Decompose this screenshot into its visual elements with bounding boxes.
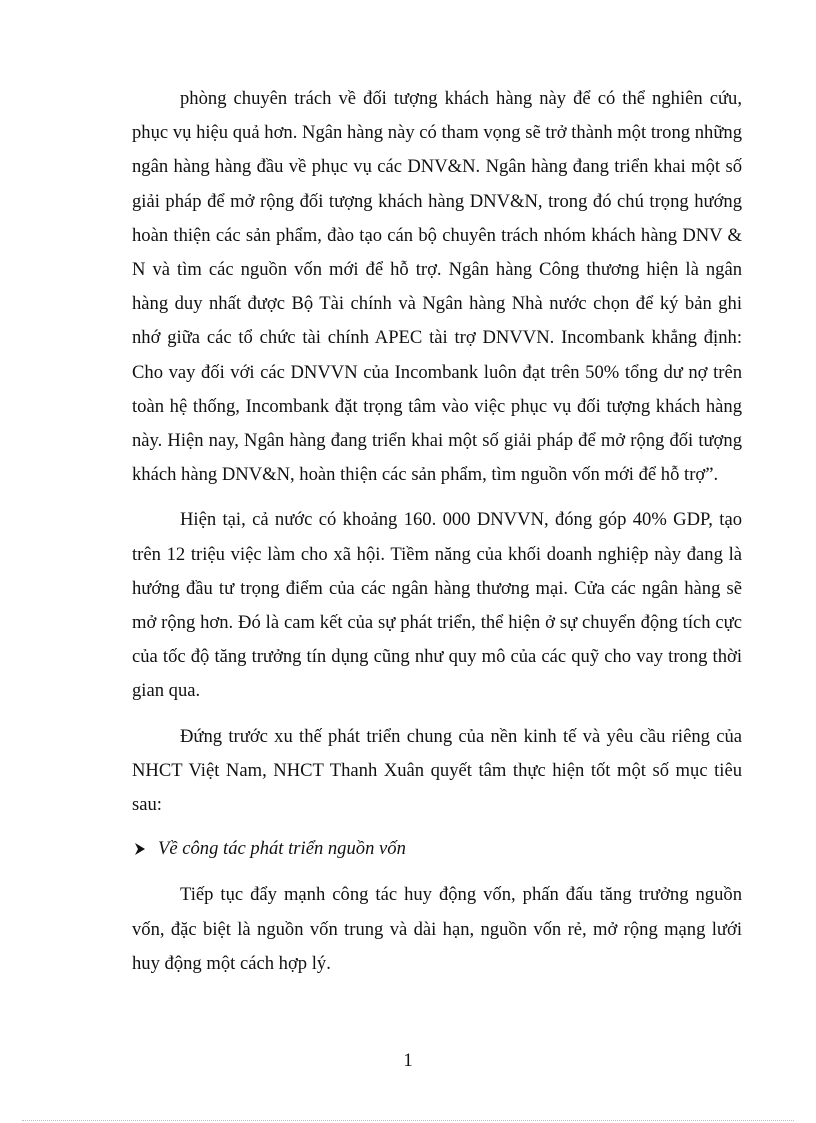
paragraph-incombank: phòng chuyên trách về đối tượng khách hàng này để có thể nghiên cứu, phục vụ hiệu quả hơn. Ngân hàng này có tham vọng sẽ trở thành một trong những ngân hàng hàng đầu về phục vụ các DNV&N. Ngân hàng đang triển khai một số giải pháp để mở rộng đối tượng khách hàng DNV&N, trong đó chú trọng hướng hoàn thiện các sản phẩm, đào tạo cán bộ chuyên trách nhóm khách hàng DNV & N và tìm các nguồn vốn mới để hỗ trợ. Ngân hàng Công thương hiện là ngân hàng duy nhất được Bộ Tài chính và Ngân hàng Nhà nước chọn để ký bản ghi nhớ giữa các tổ chức tài chính APEC tài trợ DNVVN. Incombank khẳng định: Cho vay đối với các DNVVN của Incombank luôn đạt trên 50% tổng dư nợ trên toàn hệ thống, Incombank đặt trọng tâm vào việc phục vụ đối tượng khách hàng này. Hiện nay, Ngân hàng đang triển khai một số giải pháp để mở rộng đối tượng khách hàng DNV&N, hoàn thiện các sản phẩm, tìm nguồn vốn mới để hỗ trợ”. xyxy=(132,88,742,486)
paragraph-capital-mobilization: Tiếp tục đẩy mạnh công tác huy động vốn, phấn đấu tăng trưởng nguồn vốn, đặc biệt là nguồn vốn trung và dài hạn, nguồn vốn rẻ, mở rộng mạng lưới huy động một cách hợp lý. xyxy=(132,884,742,974)
paragraph-goals-intro: Đứng trước xu thế phát triển chung của nền kinh tế và yêu cầu riêng của NHCT Việt Nam, NHCT Thanh Xuân quyết tâm thực hiện tốt một số mục tiêu sau: xyxy=(132,725,742,816)
paragraph-sme-statistics: Hiện tại, cả nước có khoảng 160. 000 DNVVN, đóng góp 40% GDP, tạo trên 12 triệu việc làm cho xã hội. Tiềm năng của khối doanh nghiệp này đang là hướng đầu tư trọng điểm của các ngân hàng thương mại. Cửa các ngân hàng sẽ mở rộng hơn. Đó là cam kết của sự phát triển, thể hiện ở sự chuyển động tích cực của tốc độ tăng trưởng tín dụng cũng như quy mô của các quỹ cho vay trong thời gian qua. xyxy=(132,509,742,702)
page-number: 1 xyxy=(403,1050,413,1071)
section-heading-text: Về công tác phát triển nguồn vốn xyxy=(158,838,406,860)
document-body xyxy=(132,82,742,981)
arrowhead-bullet-icon xyxy=(134,842,146,856)
section-heading xyxy=(132,832,742,866)
footer-divider xyxy=(22,1120,794,1121)
